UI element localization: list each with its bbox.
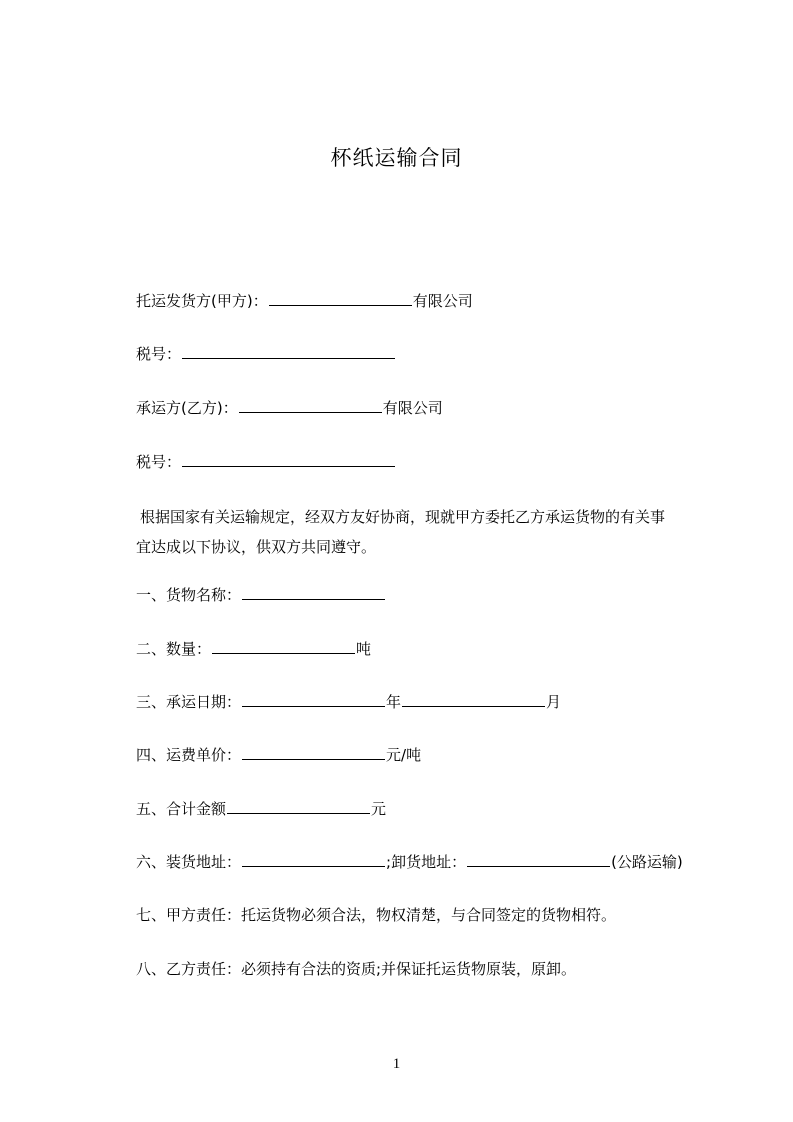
carrier-suffix: 有限公司 (382, 399, 443, 417)
carrier-tax-line (136, 451, 396, 473)
tax-label: 税号： (136, 453, 182, 471)
carrier-tax-blank[interactable] (182, 451, 395, 467)
shipper-tax-line (136, 343, 396, 365)
clause-3-month: 月 (546, 693, 562, 711)
shipper-tax-blank[interactable] (182, 343, 395, 359)
clause-3-label: 三、承运日期： (136, 693, 242, 711)
clause-8-text: 八、乙方责任：必须持有合法的资质;并保证托运货物原装，原卸。 (136, 960, 577, 978)
clause-5-label: 五、合计金额 (136, 800, 227, 818)
document-title: 杯纸运输合同 (330, 146, 463, 170)
unloading-address-blank[interactable] (467, 851, 610, 867)
total-amount-blank[interactable] (227, 798, 370, 814)
clause-7 (136, 904, 616, 926)
shipper-label: 托运发货方(甲方)： (136, 292, 268, 310)
preamble-paragraph (136, 502, 706, 562)
page-number: 1 (392, 1056, 401, 1072)
clause-4-unit: 元/吨 (386, 746, 422, 764)
clause-3-year: 年 (386, 693, 402, 711)
clause-1 (136, 584, 386, 606)
clause-5 (136, 798, 386, 820)
quantity-blank[interactable] (212, 638, 355, 654)
unit-price-blank[interactable] (242, 744, 385, 760)
clause-6-suffix: (公路运输) (611, 853, 683, 871)
clause-8 (136, 958, 576, 980)
clause-2 (136, 638, 371, 660)
clause-4 (136, 744, 421, 766)
shipper-suffix: 有限公司 (412, 292, 473, 310)
clause-6-mid: ;卸货地址： (386, 853, 467, 871)
year-blank[interactable] (242, 691, 385, 707)
carrier-name-blank[interactable] (239, 397, 382, 413)
loading-address-blank[interactable] (242, 851, 385, 867)
carrier-line (136, 397, 443, 419)
clause-5-unit: 元 (371, 800, 387, 818)
clause-6-label: 六、装货地址： (136, 853, 242, 871)
shipper-name-blank[interactable] (269, 290, 412, 306)
clause-2-label: 二、数量： (136, 640, 212, 658)
goods-name-blank[interactable] (242, 584, 385, 600)
tax-label: 税号： (136, 345, 182, 363)
shipper-line (136, 290, 473, 312)
preamble-line-1: 根据国家有关运输规定，经双方友好协商，现就甲方委托乙方承运货物的有关事 (140, 508, 666, 526)
clause-4-label: 四、运费单价： (136, 746, 242, 764)
clause-3 (136, 691, 561, 713)
clause-7-text: 七、甲方责任：托运货物必须合法，物权清楚，与合同签定的货物相符。 (136, 906, 617, 924)
clause-2-unit: 吨 (356, 640, 372, 658)
clause-1-label: 一、货物名称： (136, 586, 242, 604)
month-blank[interactable] (402, 691, 545, 707)
preamble-line-2: 宜达成以下协议，供双方共同遵守。 (136, 538, 377, 556)
carrier-label: 承运方(乙方)： (136, 399, 238, 417)
clause-6 (136, 851, 683, 873)
